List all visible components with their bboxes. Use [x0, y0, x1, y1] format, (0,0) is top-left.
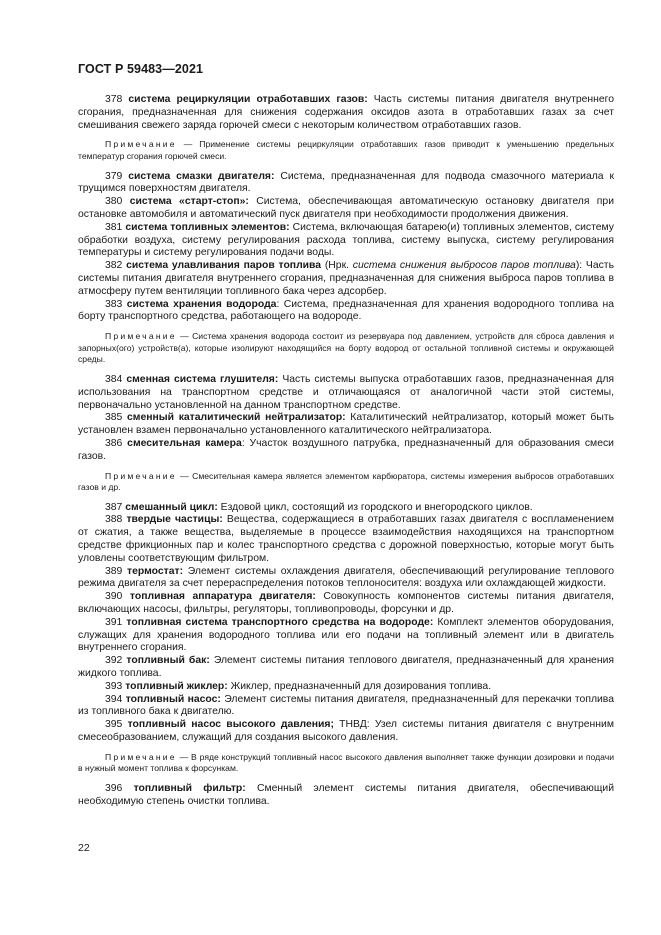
term-entry [78, 196, 614, 222]
term-definition: Жиклер, предназначенный для дозирования топлива. [227, 680, 492, 692]
term-definition: ): Часть системы питания двигателя внутреннего сгорания, предназначенная для снижения выброса паров топлива в атмосферу путем вентиляции топливного бака через адсорбер. [78, 260, 614, 297]
term-entry [78, 502, 614, 515]
note-paragraph [78, 331, 614, 366]
term-name: система хранения водорода [126, 298, 277, 310]
term-name: топливная аппаратура двигателя: [129, 591, 316, 603]
note-label: Примечание [105, 751, 177, 762]
term-entry [78, 719, 614, 745]
term-name: топливный жиклер: [125, 680, 228, 692]
term-number: 395 [105, 719, 123, 731]
page-number: 22 [78, 842, 90, 854]
term-entry [78, 655, 614, 681]
term-definition: Система, обеспечивающая автоматическую остановку двигателя при остановке автомобиля и автоматический пуск двигателя при необходимости продолжения движения. [78, 196, 615, 220]
term-number: 383 [105, 298, 123, 310]
term-number: 386 [105, 437, 123, 449]
term-entry [78, 694, 614, 720]
term-name: твердые частицы: [126, 514, 223, 526]
term-deprecated: система снижения выбросов паров топлива [352, 260, 576, 272]
term-name: смесительная камера [127, 437, 242, 449]
term-entry [78, 438, 614, 464]
term-number: 391 [105, 616, 123, 628]
term-definition: Комплект элементов оборудования, служащих для хранения водородного топлива или его подачи на топливный элемент или в двигатель внутреннего сгорания. [78, 616, 615, 654]
term-definition: Элемент системы питания теплового двигателя, предназначенный для хранения жидкого топлива. [78, 655, 615, 680]
term-name: сменная система глушителя: [126, 373, 279, 385]
term-number: 384 [105, 373, 123, 385]
term-definition: Элемент системы охлаждения двигателя, обеспечивающий регулирование теплового режима двигателя за счет перераспределения потоков теплоносителя: воздуха или охлаждающей жидкости. [78, 565, 614, 590]
note-text: — Система хранения водорода состоит из резервуара под давлением, устройств для сброса давления и запорных(ого) устройств(а), которые изолируют находящийся на борту водород от остальной топливной системы и окружающей среды. [78, 331, 614, 365]
term-entry [78, 591, 614, 617]
term-pre: (Нрк. [321, 260, 353, 272]
term-name: система рециркуляции отработавших газов: [128, 94, 368, 105]
term-entry [78, 566, 614, 592]
term-number: 378 [105, 94, 123, 105]
term-definition: Сменный элемент системы питания двигателя, обеспечивающий необходимую степень очистки топлива. [78, 783, 615, 807]
term-entry [78, 681, 614, 694]
term-definition: Ездовой цикл, состоящий из городского и внегородского циклов. [217, 501, 533, 513]
term-name: топливный насос высокого давления; [127, 719, 334, 731]
term-entry [78, 374, 614, 412]
term-name: сменный каталитический нейтрализатор: [127, 412, 346, 424]
term-number: 380 [105, 196, 123, 208]
note-paragraph [78, 139, 614, 162]
term-name: топливный фильтр: [133, 783, 246, 795]
term-definition: Вещества, содержащиеся в отработавших газах двигателя с воспламенением от сжатия, а также вещества, выделяемые в процессе взаимодействия находящихся на транспортном средстве фрикционных пар и колес транспортного средства с дорожной поверхностью, которые могут быть уловлены соответствующим фильтром. [78, 514, 614, 564]
term-name: топливный бак: [126, 655, 210, 667]
term-definition: Часть системы питания двигателя внутреннего сгорания, предназначенная для снижения содержания оксидов азота в отработавших газах за счет смешивания свежего заряда горючей смеси с некоторым количеством отработавших газов. [78, 94, 614, 131]
term-definition: Каталитический нейтрализатор, который может быть установлен взамен первоначально установленного каталитического нейтрализатора. [78, 412, 615, 437]
term-entry [78, 222, 614, 260]
term-number: 387 [105, 501, 123, 513]
term-number: 393 [105, 680, 123, 692]
note-text: — Смесительная камера является элементом карбюратора, системы измерения выбросов отработавших газов и др. [78, 470, 614, 493]
term-number: 390 [105, 591, 123, 603]
term-number: 379 [105, 170, 123, 182]
term-definition: Элемент системы питания двигателя, предназначенный для перекачки топлива из топливного бака к двигателю. [78, 693, 614, 718]
term-number: 385 [105, 412, 123, 424]
term-entry [78, 260, 614, 298]
term-number: 392 [105, 655, 123, 667]
note-label: Примечание [105, 331, 177, 342]
term-definition: Совокупность компонентов системы питания двигателя, включающих насосы, фильтры, регуляторы, топливопроводы, форсунки и др. [78, 591, 615, 616]
term-name: топливный насос: [125, 693, 221, 705]
term-number: 382 [105, 260, 123, 272]
term-entry [78, 171, 614, 197]
term-definition: : Участок воздушного патрубка, предназначенный для образования смеси газов. [78, 437, 614, 462]
term-definition: Система, предназначенная для подвода смазочного материала к трущимся поверхностям двигателя. [78, 170, 615, 195]
term-name: система улавливания паров топлива [126, 260, 322, 272]
document-body [78, 94, 614, 809]
term-number: 381 [105, 221, 123, 233]
term-definition: Система, включающая батарею(и) топливных элементов, систему обработки воздуха, систему регулирования расхода топлива, систему выпуска, систему регулирования температуры и систему регулирования подачи воды. [78, 221, 614, 259]
term-definition: Часть системы выпуска отработавших газов, предназначенная для использования на транспортном средстве и отличающаяся от аналогичной части этой системы, первоначально установленной на данном транспортном средстве. [78, 373, 615, 411]
term-name: термостат: [127, 565, 184, 577]
note-text: — В ряде конструкций топливный насос высокого давления выполняет также функции дозировки и подачи в нужный момент топлива к форсункам. [78, 751, 614, 774]
term-name: смешанный цикл: [125, 501, 218, 513]
term-entry [78, 94, 614, 132]
term-number: 389 [105, 565, 123, 577]
note-text: — Применение системы рециркуляции отработавших газов приводит к уменьшению предельных температур сгорания горючей смеси. [78, 139, 614, 161]
term-name: система «старт-стоп»: [129, 196, 249, 208]
term-name: топливная система транспортного средства на водороде: [126, 616, 434, 628]
document-header: ГОСТ Р 59483—2021 [78, 62, 204, 76]
note-label: Примечание [105, 139, 177, 150]
term-name: система топливных элементов: [125, 221, 290, 233]
note-paragraph [78, 752, 614, 775]
term-number: 388 [105, 514, 123, 526]
note-paragraph [78, 471, 614, 494]
term-entry [78, 783, 614, 809]
term-entry [78, 617, 614, 655]
term-name: система смазки двигателя: [128, 170, 275, 182]
term-entry [78, 514, 614, 565]
note-label: Примечание [105, 470, 177, 481]
term-number: 396 [105, 783, 123, 795]
term-entry [78, 299, 614, 325]
term-definition: : Система, предназначенная для хранения водородного топлива на борту транспортного средства, работающего на водороде. [78, 298, 614, 323]
term-definition: ТНВД: Узел системы питания двигателя с внутренним смесеобразованием, служащий для создания высокого давления. [78, 719, 614, 744]
term-entry [78, 412, 614, 438]
term-number: 394 [105, 693, 123, 705]
